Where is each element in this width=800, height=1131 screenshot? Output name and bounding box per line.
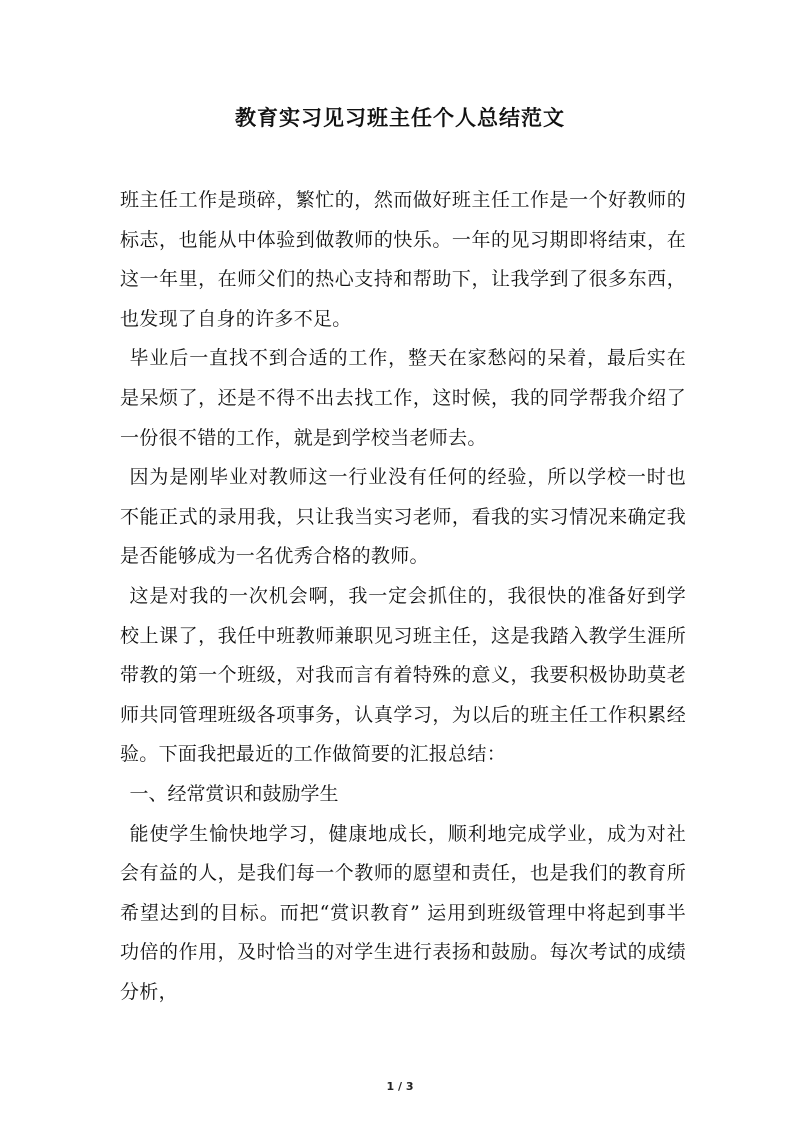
- paragraph-intro: 班主任工作是琐碎，繁忙的，然而做好班主任工作是一个好教师的标志，也能从中体验到做教师的快乐。一年的见习期即将结束，在这一年里，在师父们的热心支持和帮助下，让我学到了很多东西，也发现了自身的许多不足。: [120, 189, 686, 330]
- document-body: [120, 181, 686, 1012]
- section-heading: 一、经常赏识和鼓励学生: [129, 782, 339, 805]
- paragraph-intern-status: 因为是刚毕业对教师这一行业没有任何的经验，所以学校一时也不能正式的录用我，只让我当实习老师，看我的实习情况来确定我是否能够成为一名优秀合格的教师。: [120, 466, 686, 568]
- paragraph-job-search: 毕业后一直找不到合适的工作，整天在家愁闷的呆着，最后实在是呆烦了，还是不得不出去找工作，这时候，我的同学帮我介绍了一份很不错的工作，就是到学校当老师去。: [120, 347, 686, 449]
- paragraph-opportunity: 这是对我的一次机会啊，我一定会抓住的，我很快的准备好到学校上课了，我任中班教师兼职见习班主任，这是我踏入教学生涯所带教的第一个班级，对我而言有着特殊的意义，我要积极协助莫老师共同管理班级各项事务，认真学习，为以后的班主任工作积累经验。下面我把最近的工作做简要的汇报总结：: [120, 584, 686, 766]
- page-number: 1 / 3: [386, 1080, 414, 1093]
- paragraph-appreciation: 能使学生愉快地学习，健康地成长，顺利地完成学业，成为对社会有益的人，是我们每一个教师的愿望和责任，也是我们的教育所希望达到的目标。而把“赏识教育” 运用到班级管理中将起到事半功倍的作用，及时恰当的对学生进行表扬和鼓励。每次考试的成绩分析，: [120, 822, 686, 1003]
- document-title: 教育实习见习班主任个人总结范文: [235, 105, 565, 130]
